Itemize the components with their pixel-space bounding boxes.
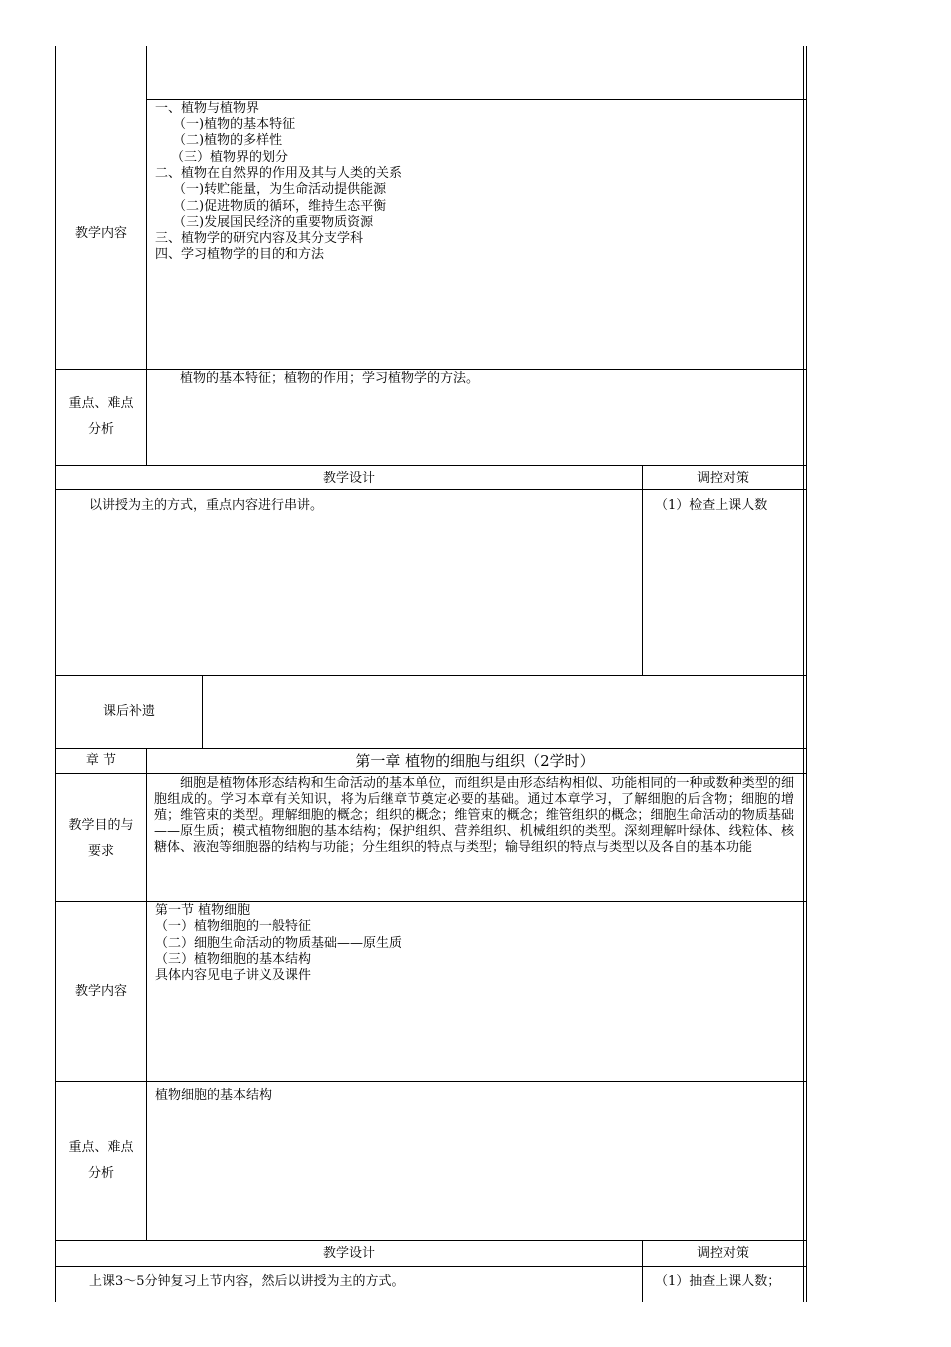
strategy-text: （1）检查上课人数 [655, 498, 768, 513]
content-line: （一）植物细胞的一般特征 [155, 919, 312, 934]
after-class-label: 课后补遗 [102, 704, 155, 719]
row-divider [55, 675, 806, 676]
right-border-inner [803, 46, 804, 1302]
strategy-column-divider [642, 466, 643, 675]
key-points-label-2: 分析 [87, 422, 114, 437]
content-line: （二)植物的多样性 [173, 133, 283, 148]
teaching-goals-label: 教学目的与 [68, 818, 134, 833]
row-divider [146, 99, 806, 100]
content-line: （二)促进物质的循环，维持生态平衡 [173, 199, 387, 214]
teaching-goals-text: 细胞是植物体形态结构和生命活动的基本单位，而组织是由形态结构相似、功能相同的一种或数种类型的细胞组成的。学习本章有关知识，将为后继章节奠定必要的基础。通过本章学习，了解细胞的后含物；细胞的增殖；维管束的类型。理解细胞的概念；组织的概念；维管束的概念；维管组织的概念；细胞生命活动的物质基础——原生质；模式植物细胞的基本结构；保护组织、营养组织、机械组织的类型。深刻理解叶绿体、线粒体、核糖体、液泡等细胞器的结构与功能；分生组织的特点与类型；输导组织的特点与类型以及各自的基本功能 [154, 776, 794, 855]
row-divider [55, 465, 806, 466]
content-line: 具体内容见电子讲义及课件 [155, 968, 312, 983]
content-line: （一)植物的基本特征 [173, 117, 296, 132]
label-column-divider-2 [146, 748, 147, 1240]
teaching-content-label-2: 教学内容 [74, 984, 127, 999]
row-divider [55, 489, 806, 490]
strategy-header: 调控对策 [696, 1246, 749, 1261]
content-line: 三、植物学的研究内容及其分支学科 [155, 231, 364, 246]
design-text: 以讲授为主的方式，重点内容进行串讲。 [89, 498, 324, 513]
row-divider [55, 99, 147, 100]
design-header: 教学设计 [322, 471, 375, 486]
key-points-label: 重点、难点 [68, 396, 134, 411]
row-divider [55, 773, 806, 774]
row-divider [55, 1081, 806, 1082]
after-class-divider [202, 675, 203, 748]
content-line: （二）细胞生命活动的物质基础——原生质 [155, 936, 403, 951]
content-line: （三）植物界的划分 [171, 150, 289, 165]
content-line: 第一节 植物细胞 [155, 903, 251, 918]
teaching-goals-label-2: 要求 [87, 844, 114, 859]
key-points-label-2: 分析 [87, 1166, 114, 1181]
content-line: （一)转贮能量，为生命活动提供能源 [173, 182, 387, 197]
chapter-title: 第一章 植物的细胞与组织（2学时） [355, 752, 595, 770]
label-column-divider [146, 46, 147, 466]
content-line: （三)发展国民经济的重要物质资源 [173, 215, 374, 230]
row-divider [55, 369, 147, 370]
row-divider [55, 748, 806, 749]
row-divider [146, 369, 806, 370]
strategy-header: 调控对策 [696, 471, 749, 486]
content-line: 四、学习植物学的目的和方法 [155, 247, 325, 262]
content-line: （三）植物细胞的基本结构 [155, 952, 312, 967]
strategy-text: （1）抽查上课人数； [655, 1274, 781, 1289]
row-divider [55, 1240, 806, 1241]
content-line: 一、植物与植物界 [155, 101, 260, 116]
row-divider [55, 901, 806, 902]
design-header: 教学设计 [322, 1246, 375, 1261]
key-points-text: 植物细胞的基本结构 [155, 1088, 273, 1103]
key-points-text: 植物的基本特征；植物的作用；学习植物学的方法。 [180, 371, 480, 386]
right-border-outer [806, 46, 807, 1302]
teaching-content-label: 教学内容 [74, 226, 127, 241]
key-points-label: 重点、难点 [68, 1140, 134, 1155]
chapter-label: 章 节 [85, 753, 117, 768]
content-line: 二、植物在自然界的作用及其与人类的关系 [155, 166, 403, 181]
row-divider [55, 1266, 806, 1267]
design-text: 上课3～5分钟复习上节内容，然后以讲授为主的方式。 [89, 1274, 405, 1289]
